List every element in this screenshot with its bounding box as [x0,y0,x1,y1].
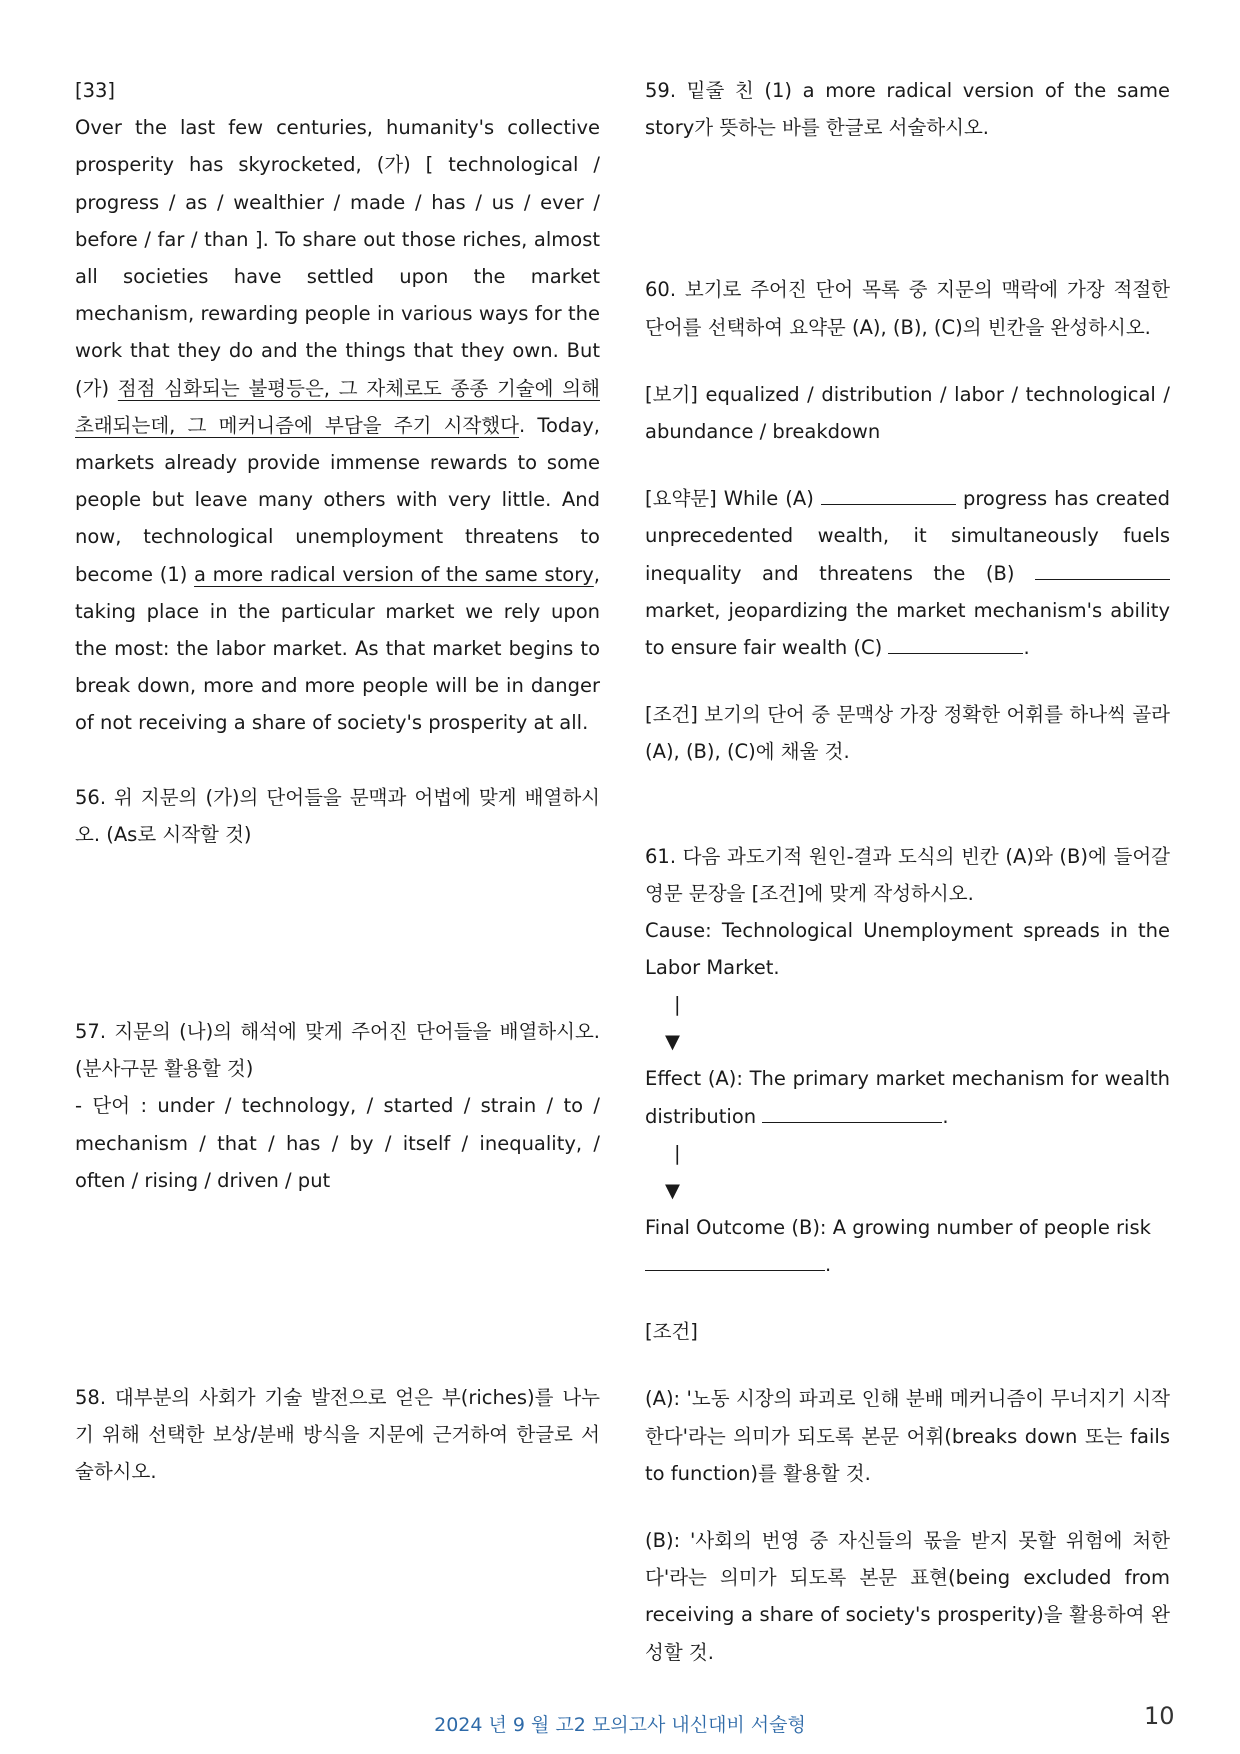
blank-outcome[interactable] [645,1248,825,1271]
arrow-down-icon [645,986,1170,1060]
summary-text-a: [요약문] While (A) [645,487,821,511]
effect-end: . [942,1104,949,1128]
arrow-shaft: | [674,993,681,1017]
outcome-text: Final Outcome (B): A growing number of people risk [645,1215,1151,1239]
blank-b[interactable] [1035,557,1170,580]
question-61-condition-b: (B): '사회의 번영 중 자신들의 몫을 받지 못할 위험에 처한다'라는 의미가 되도록 본문 표현(being excluded from receiving a share of society's prosperity)을 활용하여 완성할 것. [645,1529,1170,1664]
question-60: 60. 보기로 주어진 단어 목록 중 지문의 맥락에 가장 적절한 단어를 선택하여 요약문 (A), (B), (C)의 빈칸을 완성하시오. [645,278,1170,339]
question-61-condition-a: (A): '노동 시장의 파괴로 인해 분배 메커니즘이 무너지기 시작한다'라는 의미가 되도록 본문 어휘(breaks down 또는 fails to function)를 활용할 것. [645,1387,1170,1485]
question-60-condition: [조건] 보기의 단어 중 문맥상 가장 정확한 어휘를 하나씩 골라 (A), (B), (C)에 채울 것. [645,703,1170,764]
arrow-head: ▼ [665,1030,680,1054]
passage-text-3: , taking place in the particular market we rely upon the most: the labor market. As that market begins to break down, more and more people will be in danger of not receiving a share of society's prosperity at all. [75,562,600,735]
question-61-cause: Cause: Technological Unemployment spreads in the Labor Market. [645,919,1170,980]
question-61-effect [645,1060,1170,1134]
passage-text-2: . Today, markets already provide immense rewards to some people but leave many others with very little. And now, technological unemployment threatens to become (1) [75,413,600,586]
summary-end: . [1023,636,1030,660]
question-61-outcome [645,1209,1170,1283]
question-56: 56. 위 지문의 (가)의 단어들을 문맥과 어법에 맞게 배열하시오. (As로 시작할 것) [75,785,600,846]
blank-c[interactable] [888,631,1023,654]
page-number: 10 [1144,1702,1175,1730]
arrow-head: ▼ [665,1178,680,1202]
underlined-korean-phrase: 점점 심화되는 불평등은, 그 자체로도 종종 기술에 의해 초래되는데, 그 메커니즘에 부담을 주기 시작했다 [75,376,600,437]
question-61-condition-label: [조건] [645,1320,698,1344]
passage-text-1: Over the last few centuries, humanity's collective prosperity has skyrocketed, (가) [ technological / progress / as / wealthier / made / has / us / ever / before / far / than ]. To share out those riches, almost all societies have settled upon the market mechanism, rewarding people in various ways for the work that they do and the things that they own. But (가) [75,116,600,400]
question-59: 59. 밑줄 친 (1) a more radical version of the same story가 뜻하는 바를 한글로 서술하시오. [645,79,1170,140]
question-57: 57. 지문의 (나)의 해석에 맞게 주어진 단어들을 배열하시오. (분사구문 활용할 것) [75,1020,600,1081]
summary-text-c: market, jeopardizing the market mechanism's ability to ensure fair wealth (C) [645,598,1170,660]
left-column [75,72,600,1491]
outcome-end: . [825,1253,832,1277]
question-60-summary [645,480,1170,666]
underlined-english-phrase: a more radical version of the same story [194,562,594,586]
summary-text-b: progress has created unprecedented wealth, it simultaneously fuels inequality and threatens the (B) [645,487,1170,585]
blank-effect[interactable] [762,1100,942,1123]
effect-text: Effect (A): The primary market mechanism for wealth distribution [645,1067,1170,1128]
blank-a[interactable] [821,482,956,505]
passage-body [75,109,600,741]
footer-title: 2024 년 9 월 고2 모의고사 내신대비 서술형 [434,1714,806,1736]
question-61: 61. 다음 과도기적 원인-결과 도식의 빈칸 (A)와 (B)에 들어갈 영문 문장을 [조건]에 맞게 작성하시오. [645,844,1170,905]
arrow-down-icon [645,1135,1170,1209]
question-57-words: - 단어 : under / technology, / started / strain / to / mechanism / that / has / by / itself / inequality, / often / rising / driven / put [75,1094,600,1192]
right-column [645,72,1170,1671]
passage-label: [33] [75,79,116,102]
arrow-shaft: | [674,1141,681,1165]
question-60-bogi: [보기] equalized / distribution / labor / technological / abundance / breakdown [645,382,1170,444]
question-58: 58. 대부분의 사회가 기술 발전으로 얻은 부(riches)를 나누기 위해 선택한 보상/분배 방식을 지문에 근거하여 한글로 서술하시오. [75,1386,600,1484]
